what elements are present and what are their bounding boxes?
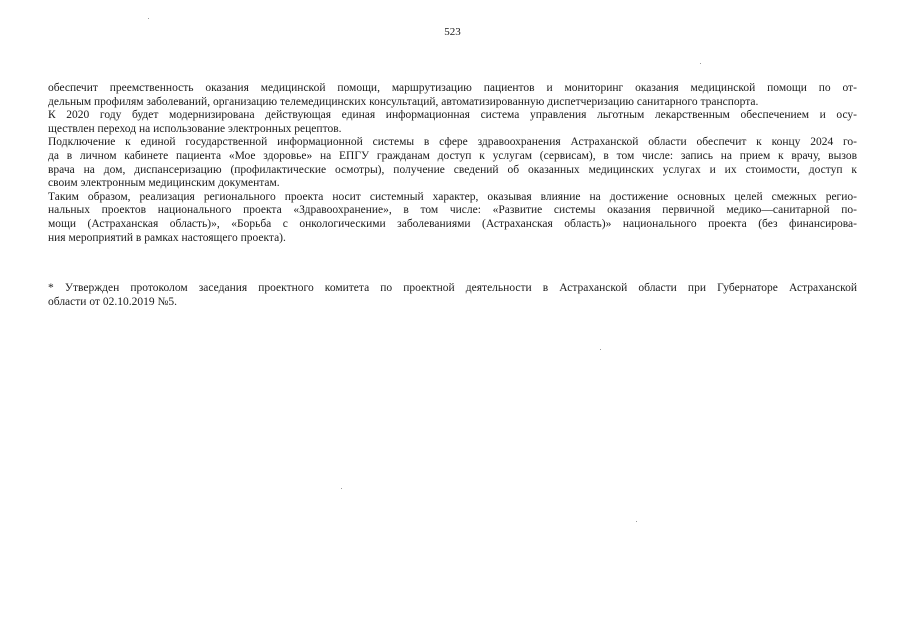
- text-line: мощи (Астраханская область)», «Борьба с онкологическими заболеваниями (Астраханская область)» национального проекта (без финансирова-: [48, 217, 857, 230]
- scan-speck: [341, 488, 342, 489]
- text-line: ния мероприятий в рамках настоящего проекта).: [48, 231, 286, 244]
- text-line: Таким образом, реализация регионального проекта носит системный характер, оказывая влияние на достижение основных целей смежных регио-: [48, 190, 857, 203]
- paragraph-1: [48, 82, 857, 109]
- text-line: врача на дом, диспансеризацию (профилактические осмотры), получение сведений об оказанных медицинских услугах и их стоимости, доступ к: [48, 163, 857, 176]
- text-line: дельным профилям заболеваний, организацию телемедицинских консультаций, автоматизированную диспетчеризацию санитарного транспорта.: [48, 95, 759, 108]
- text-line: нальных проектов национального проекта «Здравоохранение», в том числе: «Развитие системы оказания первичной медико—санитарной по-: [48, 204, 857, 217]
- page-number: 523: [444, 26, 461, 38]
- text-line: ществлен переход на использование электронных рецептов.: [48, 122, 342, 135]
- footnote: [48, 282, 857, 309]
- scan-speck: [600, 349, 601, 350]
- paragraph-3: [48, 136, 857, 190]
- footnote-line: области от 02.10.2019 №5.: [48, 295, 178, 308]
- scan-speck: [636, 521, 637, 522]
- text-line: Подключение к единой государственной информационной системы в сфере здравоохранения Астраханской области обеспечит к концу 2024 го-: [48, 136, 857, 149]
- paragraph-4: [48, 191, 857, 245]
- text-line: обеспечит преемственность оказания медицинской помощи, маршрутизацию пациентов и мониторинг оказания медицинской помощи по от-: [48, 82, 857, 94]
- text-line: своим электронным медицинским документам.: [48, 177, 280, 190]
- body-text: [48, 82, 857, 245]
- scan-speck: [700, 63, 701, 64]
- text-line: да в личном кабинете пациента «Мое здоровье» на ЕПГУ гражданам доступ к услугам (сервисам), в том числе: запись на прием к врачу, вызов: [48, 149, 857, 162]
- paragraph-2: [48, 109, 857, 136]
- text-line: К 2020 году будет модернизирована действующая единая информационная система управления льготным лекарственным обеспечением и осу-: [48, 109, 857, 122]
- scan-speck: [148, 18, 149, 19]
- footnote-line: * Утвержден протоколом заседания проектного комитета по проектной деятельности в Астраханской области при Губернаторе Астраханской: [48, 282, 857, 294]
